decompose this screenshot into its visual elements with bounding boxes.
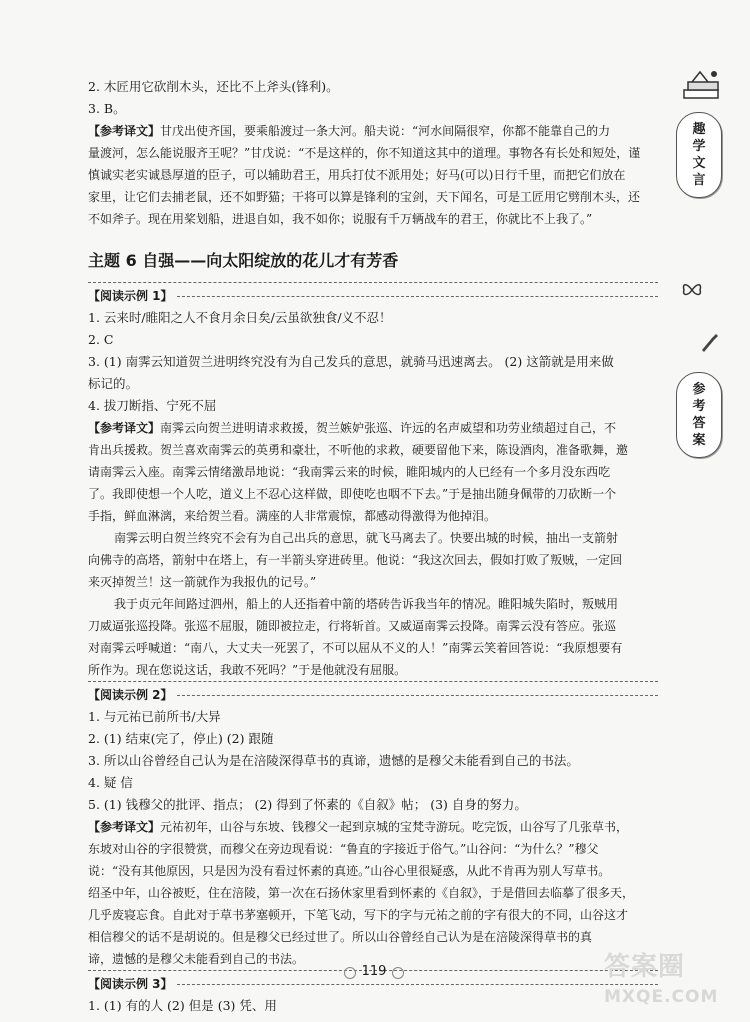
answer-line: 5. (1) 钱穆父的批评、指点； (2) 得到了怀素的《自叙》帖； (3) 自身的努力。 (88, 797, 527, 812)
example-heading-2 (88, 684, 658, 706)
translation-line: 说：“没有其他原因，只是因为没有看过怀素的真迹。”山谷心里很疑惑，从此不肯再为别人写草书。 (88, 864, 611, 878)
example-heading-text: 【阅读示例 2】 (88, 688, 173, 702)
translation-line: 对南霁云呼喊道：“南八，大丈夫一死罢了，不可以屈从不义的人！”南霁云笑着回答说：“我原想要有 (88, 641, 623, 655)
page-number: 119 (342, 960, 406, 984)
example-heading-text: 【阅读示例 3】 (88, 977, 173, 991)
reference-label: 【参考译文】 (88, 124, 161, 138)
translation-line: 几乎废寝忘食。自此对于草书茅塞顿开，下笔飞动，写下的字与元祐之前的字有很大的不同，山谷这才 (88, 908, 629, 922)
sidebar-char: 答 (692, 416, 706, 431)
answer-line: 1. (1) 有的人 (2) 但是 (3) 凭、用 (88, 998, 277, 1013)
reference-label: 【参考译文】 (88, 820, 161, 834)
example-heading-1 (88, 285, 658, 307)
translation-line: 家里，让它们去捕老鼠，还不如野猫；干将可以算是锋利的宝剑，天下闻名，可是工匠用它劈削木头，还 (88, 190, 641, 204)
answer-line: 2. 木匠用它砍削木头，还比不上斧头(锋利)。 (88, 79, 339, 94)
translation-line: 来灭掉贺兰！这一箭就作为我报仇的记号。” (88, 575, 317, 589)
translation-line: 甘戊出使齐国，要乘船渡过一条大河。船夫说：“河水间隔很窄，你都不能靠自己的力 (160, 124, 611, 138)
answer-line: 1. 云来时/睢阳之人不食月余日矣/云虽欲独食/义不忍！ (88, 310, 392, 325)
sidebar-char: 趣 (692, 122, 706, 137)
section-divider (88, 681, 658, 682)
translation-line: 手指，鲜血淋漓，来给贺兰看。满座的人非常震惊，都感动得激得为他掉泪。 (88, 509, 497, 523)
answer-line: 2. (1) 结束(完了，停止) (2) 跟随 (88, 731, 274, 746)
translation-line: 绍圣中年，山谷被贬，住在涪陵，第一次在石扬休家里看到怀素的《自叙》，于是借回去临摹了很多天， (88, 886, 635, 900)
answer-line: 3. B。 (88, 101, 126, 116)
translation-line: 量渡河，怎么能说服齐王呢？”甘戊说：“不是这样的，你不知道这其中的道理。事物各有长处和短处，谨 (88, 146, 641, 160)
butterfly-icon (680, 280, 704, 300)
main-column (88, 76, 658, 1017)
translation-line: 南霁云明白贺兰终究不会有为自己出兵的意思，就飞马离去了。快要出城的时候，抽出一支箭射 (114, 531, 619, 545)
dashed-rule (177, 984, 658, 985)
example-heading-text: 【阅读示例 1】 (88, 289, 173, 303)
answer-line: 标记的。 (88, 376, 139, 391)
translation-line: 谛，遗憾的是穆父未能看到自己的书法。 (88, 952, 305, 966)
watermark-text: 答案圈 (604, 952, 686, 982)
watermark-logo (604, 948, 744, 1018)
answer-line: 3. (1) 南霁云知道贺兰进明终究没有为自己发兵的意思，就骑马迅速离去。 (2) 这箭就是用来做 (88, 354, 614, 369)
dashed-rule (177, 296, 658, 297)
answer-line: 3. 所以山谷曾经自己认为是在涪陵深得草书的真谛，遗憾的是穆父未能看到自己的书法。 (88, 753, 579, 768)
translation-line: 请南霁云入座。南霁云情绪激昂地说：“我南霁云来的时候，睢阳城内的人已经有一个多月没东西吃 (88, 465, 611, 479)
reference-translation-1 (88, 120, 658, 230)
translation-line: 肯出兵援救。贺兰喜欢南霁云的英勇和豪壮，不听他的求救，硬要留他下来，陈设酒肉，准备歌舞，邀 (88, 443, 629, 457)
translation-line: 我于贞元年间路过泗州，船上的人还指着中箭的塔砖告诉我当年的情况。睢阳城失陷时，叛贼用 (114, 597, 619, 611)
sidebar-char: 学 (692, 139, 706, 154)
translation-line: 东坡对山谷的字很赞赏，而穆父在旁边现看说：“鲁直的字接近于俗气。”山谷问：“为什么？”穆父 (88, 842, 599, 856)
sidebar-char: 言 (692, 173, 706, 188)
books-icon (680, 68, 724, 108)
translation-line: 向佛寺的高塔，箭射中在塔上，有一半箭头穿进砖里。他说：“我这次回去，假如打败了叛贼，一定回 (88, 553, 623, 567)
reference-translation-3 (88, 816, 658, 970)
translation-line: 所作为。现在您说这话，我敢不死吗？”于是他就没有屈服。 (88, 663, 407, 677)
reference-translation-2 (88, 417, 658, 681)
dashed-rule (177, 695, 658, 696)
sidebar-char: 文 (692, 156, 706, 171)
sidebar-tag-fun-classical (676, 112, 722, 198)
answer-line: 1. 与元祐已前所书/大异 (88, 709, 221, 724)
translation-line: 相信穆父的话不是胡说的。但是穆父已经过世了。所以山谷曾经自己认为是在涪陵深得草书的真 (88, 930, 593, 944)
answer-line: 4. 拔刀断指、宁死不屈 (88, 398, 217, 413)
answer-line: 2. C (88, 332, 114, 347)
translation-line: 元祐初年，山谷与东坡、钱穆父一起到京城的宝梵寺游玩。吃完饭，山谷写了几张草书， (160, 820, 629, 834)
sidebar-char: 考 (692, 399, 706, 414)
watermark-url: MXQE.COM (604, 987, 719, 1007)
answer-line: 4. 疑 信 (88, 775, 133, 790)
reference-label: 【参考译文】 (88, 421, 161, 435)
translation-line: 刀威逼张巡投降。张巡不屈服，随即被拉走，行将斩首。又威逼南霁云投降。南霁云没有答应。张巡 (88, 619, 617, 633)
translation-line: 了。我即使想一个人吃，道义上不忍心这样做，即使吃也咽不下去。”于是抽出随身佩带的刀砍断一个 (88, 487, 617, 501)
sidebar-char: 案 (692, 433, 706, 448)
ink-brush-icon (698, 330, 722, 354)
translation-line: 慎诚实老实诚恳厚道的臣子，可以辅助君王，用兵打仗不派用处；好马(可以)日行千里，而把它们放在 (88, 168, 626, 182)
sidebar-tag-reference-answers (676, 372, 722, 458)
translation-line: 南霁云向贺兰进明请求救援，贺兰嫉妒张巡、许远的名声威望和功劳业绩超过自己，不 (160, 421, 617, 435)
sidebar-char: 参 (692, 382, 706, 397)
topic-title: 主题 6 自强——向太阳绽放的花儿才有芳香 (88, 251, 399, 270)
section-divider (88, 282, 658, 283)
translation-line: 不如斧子。现在用桨划船，进退自如，我不如你；说服有千万辆战车的君王，你就比不上我了。” (88, 212, 593, 226)
